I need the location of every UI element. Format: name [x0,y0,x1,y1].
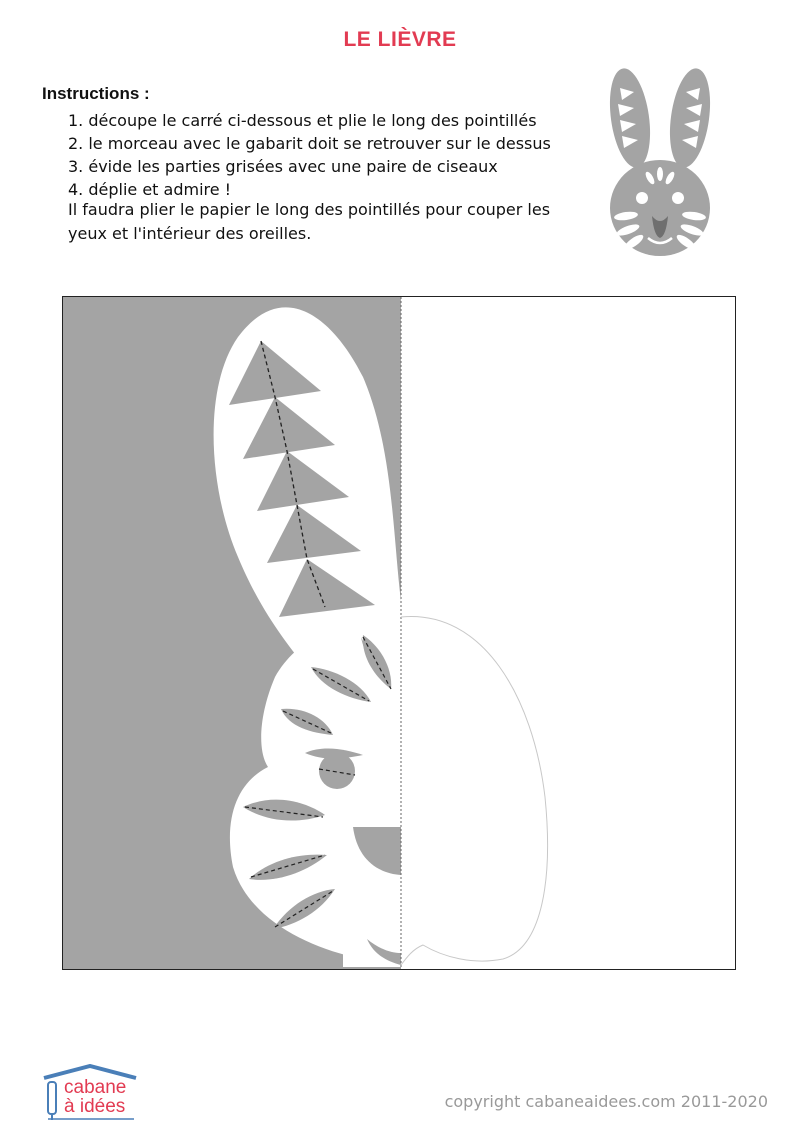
step-4: 4. déplie et admire ! [68,180,232,199]
step-3: 3. évide les parties grisées avec une paire de ciseaux [68,157,498,176]
cabane-logo[interactable] [42,1064,138,1126]
mirror-outline [401,616,548,965]
step-2: 2. le morceau avec le gabarit doit se retrouver sur le dessus [68,134,551,153]
cutting-template [62,296,736,970]
instructions-steps [68,109,551,201]
hare-preview-icon [600,66,720,261]
page-title: LE LIÈVRE [343,28,457,51]
note-line-2: yeux et l'intérieur des oreilles. [68,224,312,243]
note-line-1: Il faudra plier le papier le long des pointillés pour couper les [68,200,551,219]
logo-line-1: cabane [64,1077,127,1098]
step-1: 1. découpe le carré ci-dessous et plie le long des pointillés [68,111,537,130]
instructions-heading: Instructions : [42,84,150,103]
instructions-note [68,198,588,246]
logo-line-2: à idées [64,1096,126,1117]
copyright-text: copyright cabaneaidees.com 2011-2020 [444,1092,768,1111]
template-drawing [63,297,736,970]
eye-cutout [319,753,355,789]
